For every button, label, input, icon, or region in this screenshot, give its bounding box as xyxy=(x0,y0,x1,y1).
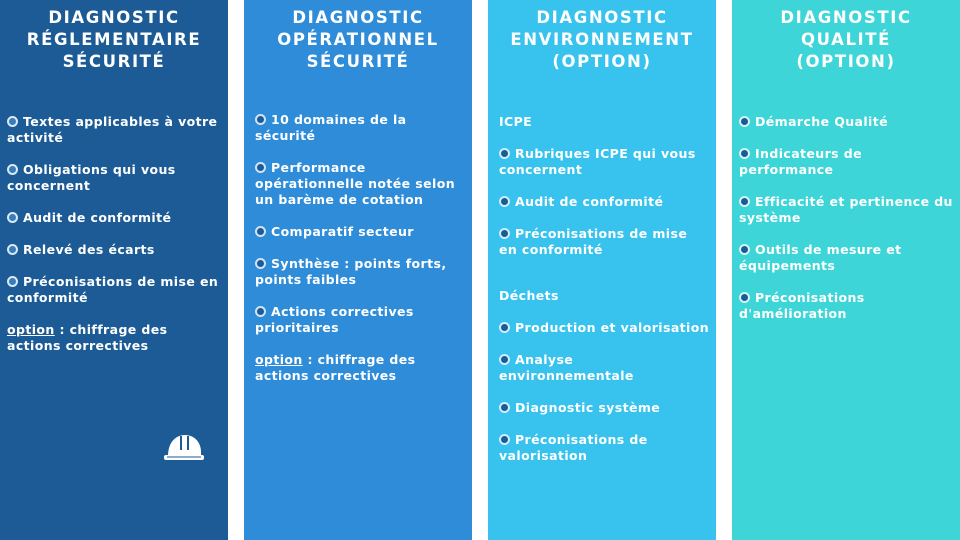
bullet-icon xyxy=(499,402,510,413)
list-item: Rubriques ICPE qui vous concernent xyxy=(499,146,696,177)
bullet-icon xyxy=(7,276,18,287)
bullet-icon xyxy=(7,116,18,127)
bullet-icon xyxy=(499,434,510,445)
section-heading-dechets: Déchets xyxy=(499,288,559,303)
item-list xyxy=(499,114,710,480)
list-item: Synthèse : points forts, points faibles xyxy=(255,256,447,287)
column-title-line: QUALITÉ xyxy=(800,30,892,49)
bullet-icon xyxy=(255,114,266,125)
list-item: Indicateurs de performance xyxy=(739,146,862,177)
bullet-icon xyxy=(739,148,750,159)
column-title-line: DIAGNOSTIC xyxy=(536,8,668,27)
list-item: Préconisations de mise en conformité xyxy=(7,274,219,305)
bullet-icon xyxy=(739,116,750,127)
column-reglementaire-securite xyxy=(0,0,228,540)
list-item: Comparatif secteur xyxy=(255,224,466,240)
bullet-icon xyxy=(499,148,510,159)
list-item: Préconisations de mise en conformité xyxy=(499,226,688,257)
column-qualite xyxy=(732,0,960,540)
list-item: Production et valorisation xyxy=(499,320,710,336)
list-item: Analyse environnementale xyxy=(499,352,634,383)
list-item: Actions correctives prioritaires xyxy=(255,304,414,335)
bullet-icon xyxy=(255,306,266,317)
column-title-line: DIAGNOSTIC xyxy=(780,8,912,27)
item-list xyxy=(7,114,222,370)
list-item: Démarche Qualité xyxy=(739,114,954,130)
section-heading-icpe: ICPE xyxy=(499,114,533,129)
list-item: Audit de conformité xyxy=(7,210,222,226)
bullet-icon xyxy=(255,226,266,237)
column-title-line: (OPTION) xyxy=(796,52,896,71)
list-item: Diagnostic système xyxy=(499,400,710,416)
item-list xyxy=(255,112,466,400)
list-item: Performance opérationnelle notée selon un barème de cotation xyxy=(255,160,455,207)
bullet-icon xyxy=(7,212,18,223)
bullet-icon xyxy=(255,258,266,269)
column-title-line: RÉGLEMENTAIRE xyxy=(26,30,202,49)
column-title-line: DIAGNOSTIC xyxy=(48,8,180,27)
hard-hat-icon xyxy=(164,430,204,464)
list-item: Obligations qui vous concernent xyxy=(7,162,176,193)
option-label: option xyxy=(7,322,55,337)
bullet-icon xyxy=(7,244,18,255)
option-label: option xyxy=(255,352,303,367)
column-title xyxy=(488,7,716,73)
bullet-icon xyxy=(499,228,510,239)
bullet-icon xyxy=(499,322,510,333)
option-note: option : chiffrage des actions correctives xyxy=(7,322,168,353)
column-title-line: SÉCURITÉ xyxy=(306,52,410,71)
bullet-icon xyxy=(499,196,510,207)
bullet-icon xyxy=(739,196,750,207)
list-item: Audit de conformité xyxy=(499,194,710,210)
option-note: option : chiffrage des actions correctives xyxy=(255,352,416,383)
column-title xyxy=(732,7,960,73)
column-title-line: SÉCURITÉ xyxy=(62,52,166,71)
list-item: Préconisations de valorisation xyxy=(499,432,648,463)
item-list xyxy=(739,114,954,338)
list-item: 10 domaines de la sécurité xyxy=(255,112,407,143)
bullet-icon xyxy=(499,354,510,365)
bullet-icon xyxy=(739,292,750,303)
column-title-line: ENVIRONNEMENT xyxy=(510,30,694,49)
bullet-icon xyxy=(739,244,750,255)
list-item: Outils de mesure et équipements xyxy=(739,242,902,273)
column-title-line: (OPTION) xyxy=(552,52,652,71)
list-item: Relevé des écarts xyxy=(7,242,222,258)
list-item: Textes applicables à votre activité xyxy=(7,114,218,145)
column-operationnel-securite xyxy=(244,0,472,540)
column-title-line: DIAGNOSTIC xyxy=(292,8,424,27)
column-environnement xyxy=(488,0,716,540)
bullet-icon xyxy=(255,162,266,173)
column-title xyxy=(244,7,472,73)
list-item: Efficacité et pertinence du système xyxy=(739,194,953,225)
column-title-line: OPÉRATIONNEL xyxy=(277,30,439,49)
list-item: Préconisations d'amélioration xyxy=(739,290,865,321)
bullet-icon xyxy=(7,164,18,175)
column-title xyxy=(0,7,228,73)
